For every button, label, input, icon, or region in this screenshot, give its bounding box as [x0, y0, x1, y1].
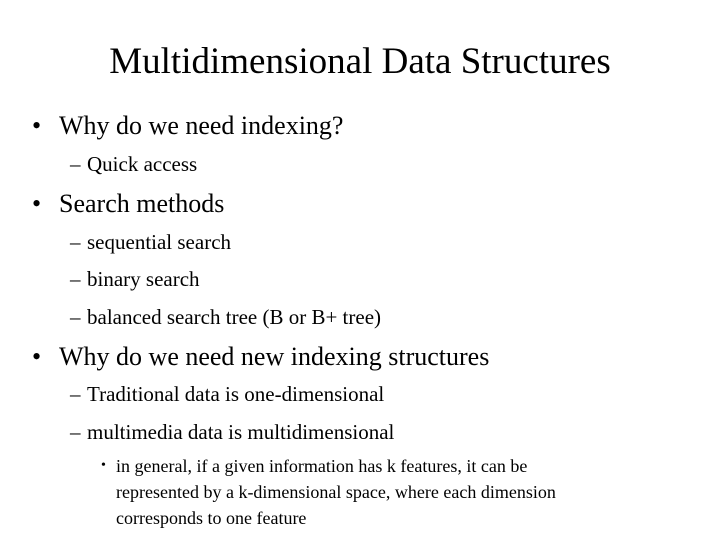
sub-bullet-text: sequential search — [87, 230, 232, 254]
detail-item — [101, 453, 528, 479]
bullet-icon: • — [32, 111, 42, 140]
sub-bullet-text: Quick access — [87, 152, 198, 176]
detail-text-line: represented by a k-dimensional space, where each dimension — [116, 482, 556, 502]
sub-bullet-item — [70, 381, 385, 408]
sub-bullet-item — [70, 419, 395, 446]
bullet-icon: • — [32, 189, 42, 218]
dash-icon: – — [70, 382, 81, 406]
bullet-icon: • — [32, 342, 42, 371]
bullet-icon: • — [101, 458, 106, 473]
bullet-item — [32, 188, 225, 220]
sub-bullet-item — [70, 266, 200, 293]
detail-text-line: corresponds to one feature — [116, 508, 307, 528]
bullet-text: Why do we need indexing? — [59, 111, 344, 140]
detail-continuation — [116, 505, 306, 531]
sub-bullet-text: Traditional data is one-dimensional — [87, 382, 385, 406]
slide-title: Multidimensional Data Structures — [109, 41, 611, 82]
dash-icon: – — [70, 267, 81, 291]
dash-icon: – — [70, 305, 81, 329]
detail-continuation — [116, 479, 556, 505]
sub-bullet-text: multimedia data is multidimensional — [87, 420, 395, 444]
sub-bullet-item — [70, 304, 382, 331]
bullet-item — [32, 341, 490, 373]
sub-bullet-text: binary search — [87, 267, 200, 291]
dash-icon: – — [70, 420, 81, 444]
bullet-text: Search methods — [59, 189, 225, 218]
bullet-text: Why do we need new indexing structures — [59, 342, 490, 371]
dash-icon: – — [70, 230, 81, 254]
sub-bullet-item — [70, 229, 232, 256]
detail-text-line: in general, if a given information has k features, it can be — [116, 456, 528, 476]
sub-bullet-text: balanced search tree (B or B+ tree) — [87, 305, 382, 329]
sub-bullet-item — [70, 151, 198, 178]
bullet-item — [32, 110, 344, 142]
dash-icon: – — [70, 152, 81, 176]
